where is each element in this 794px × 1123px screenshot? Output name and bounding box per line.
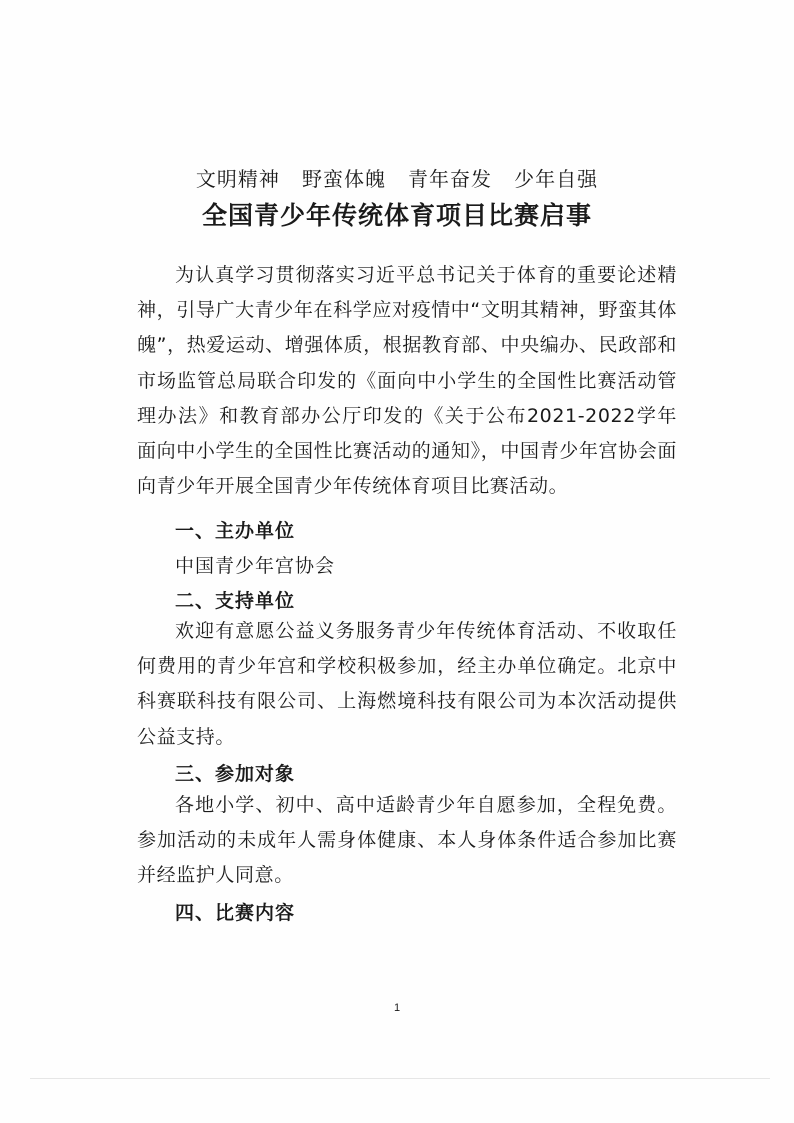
- document-title: 全国青少年传统体育项目比赛启事: [201, 201, 592, 230]
- participants-block: [137, 788, 677, 894]
- section-heading-organizer: 一、主办单位: [175, 520, 296, 542]
- section-heading-content: 四、比赛内容: [175, 902, 296, 924]
- section-heading-support: 二、支持单位: [175, 590, 296, 612]
- section-body-organizer: 中国青少年宫协会: [175, 555, 336, 577]
- intro-block: [137, 258, 677, 504]
- page-number: 1: [393, 1002, 401, 1014]
- section-body-support: 欢迎有意愿公益义务服务青少年传统体育活动、不收取任何费用的青少年宫和学校积极参加，经主办单位确定。北京中科赛联科技有限公司、上海燃境科技有限公司为本次活动提供公益支持。: [137, 620, 677, 748]
- support-block: [137, 614, 677, 755]
- slogan: 文明精神 野蛮体魄 青年奋发 少年自强: [195, 167, 599, 191]
- section-body-participants: 各地小学、初中、高中适龄青少年自愿参加，全程免费。参加活动的未成年人需身体健康、本人身体条件适合参加比赛并经监护人同意。: [137, 794, 677, 887]
- section-heading-participants: 三、参加对象: [175, 763, 296, 785]
- scan-edge-line: [30, 1078, 770, 1079]
- intro-paragraph: 为认真学习贯彻落实习近平总书记关于体育的重要论述精神，引导广大青少年在科学应对疫情中“文明其精神，野蛮其体魄”，热爱运动、增强体质，根据教育部、中央编办、民政部和市场监管总局联合印发的《面向中小学生的全国性比赛活动管理办法》和教育部办公厅印发的《关于公布2021-2022学年面向中小学生的全国性比赛活动的通知》，中国青少年宫协会面向青少年开展全国青少年传统体育项目比赛活动。: [137, 264, 677, 498]
